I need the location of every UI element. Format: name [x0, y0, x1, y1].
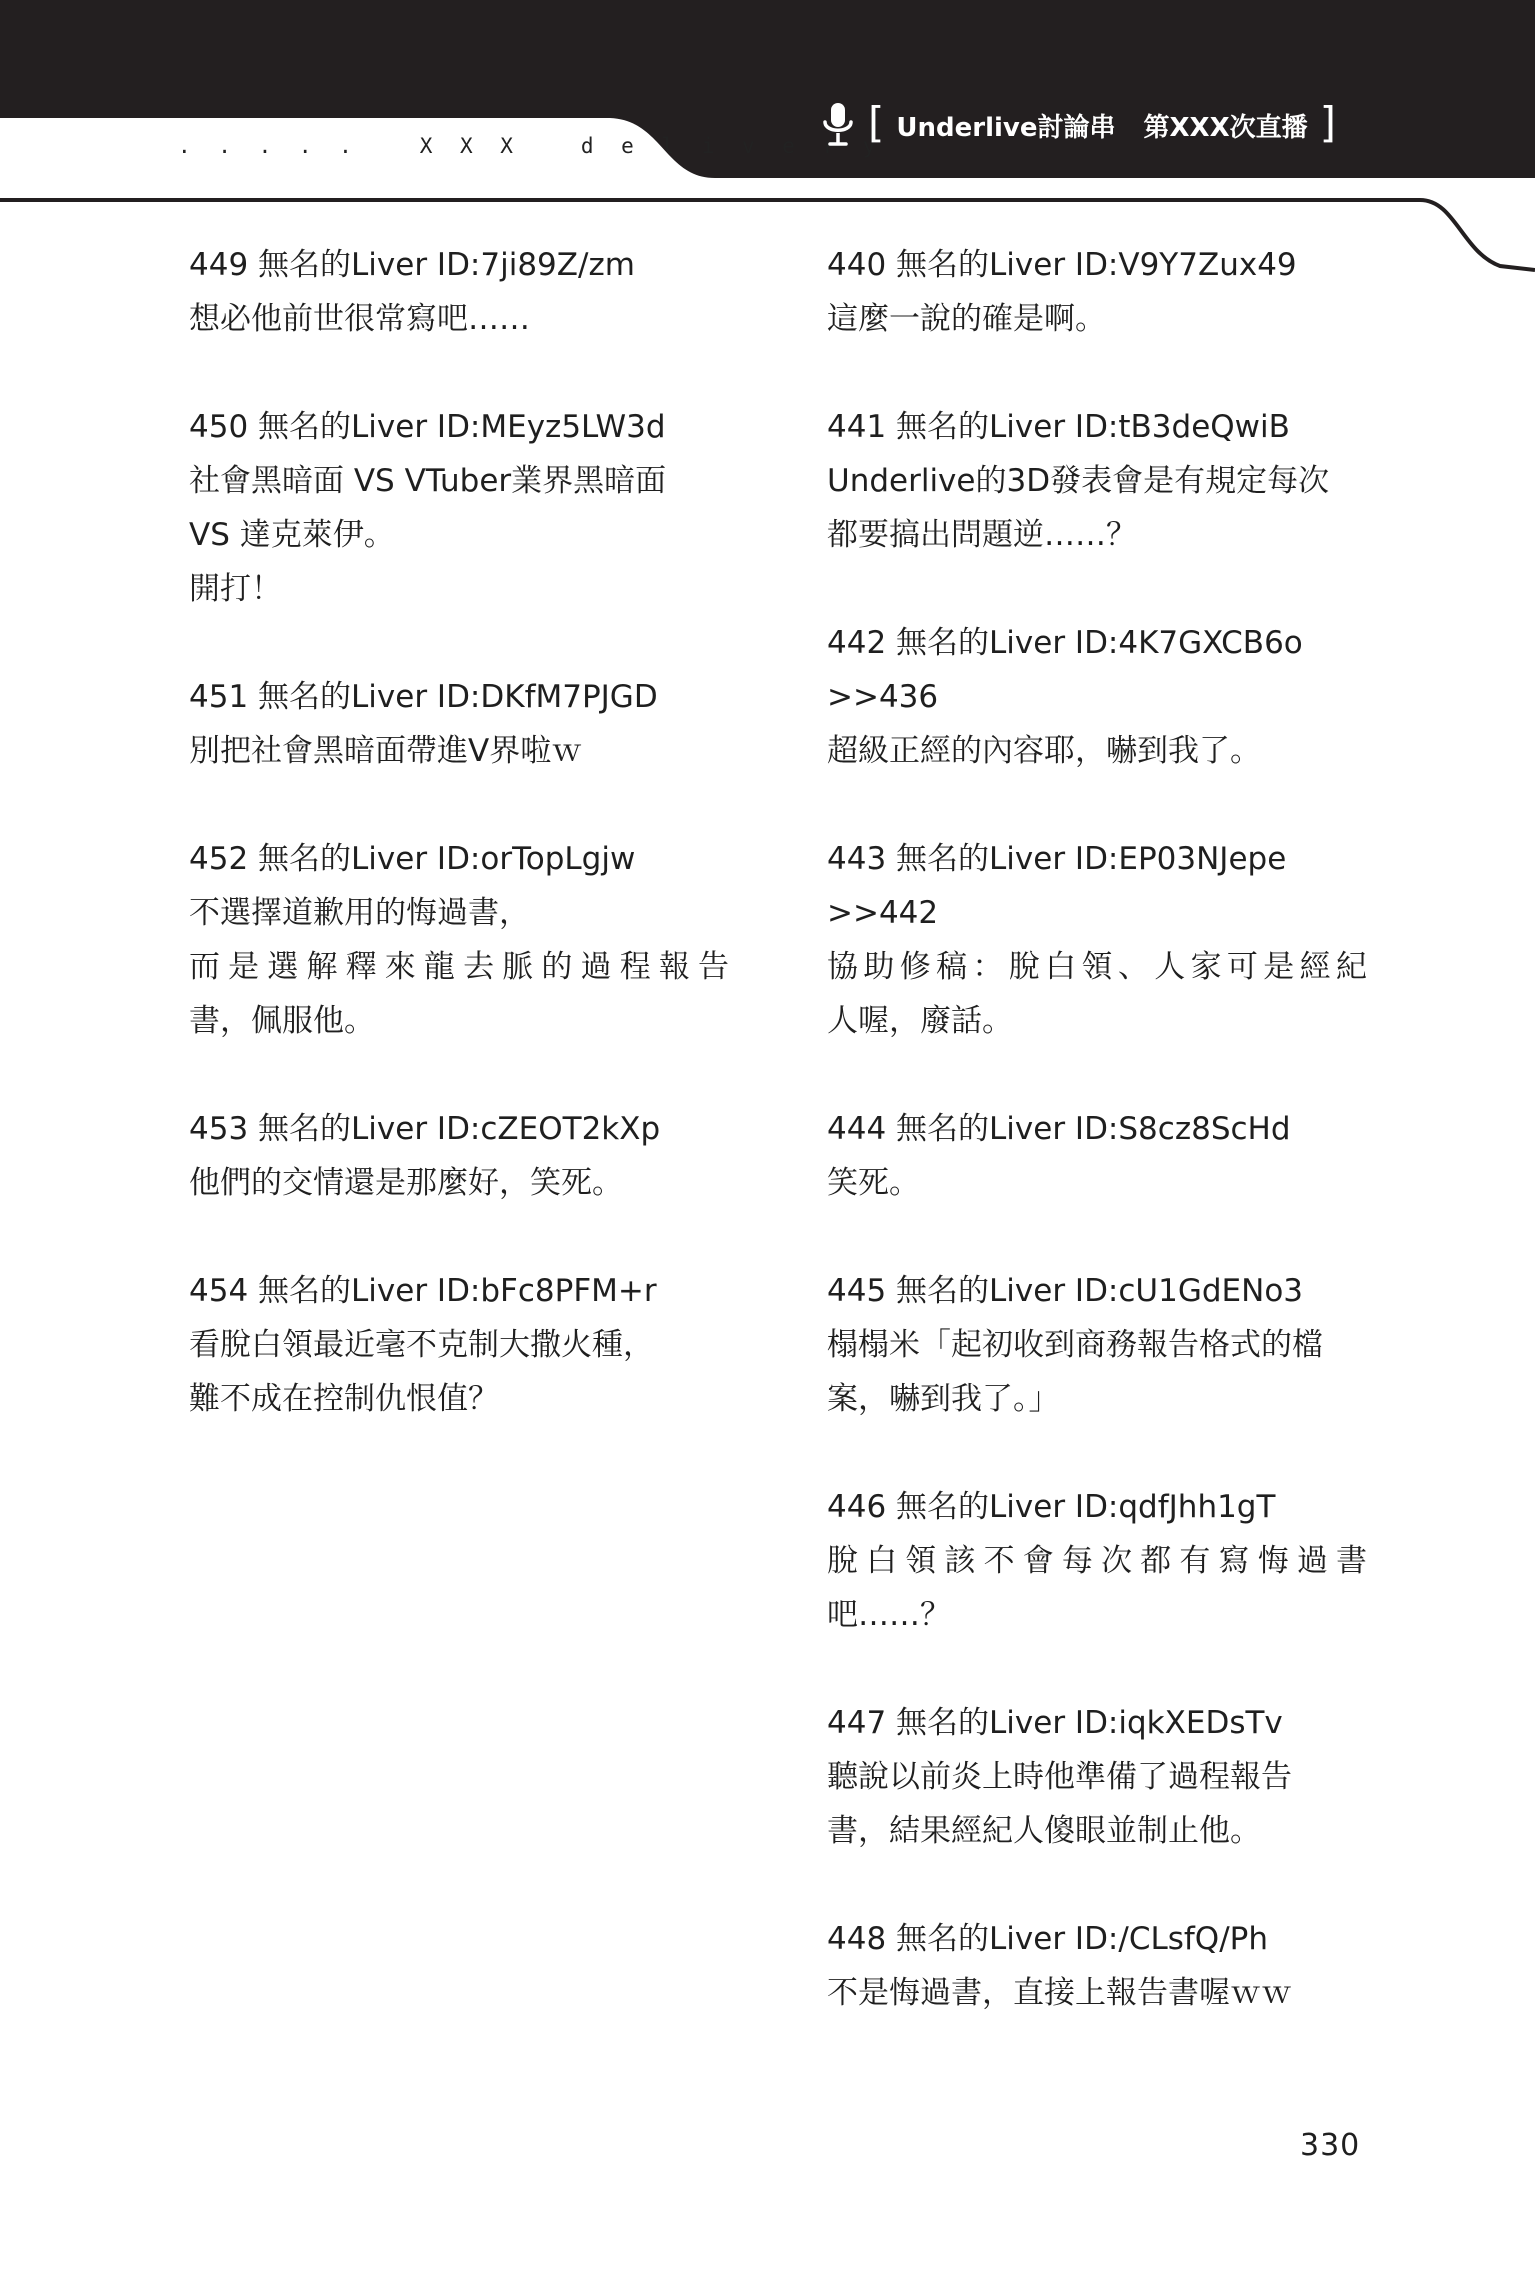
- page-number: 330: [1300, 2128, 1361, 2163]
- post-text: 不選擇道歉用的悔過書，: [189, 895, 530, 931]
- post-text: 超級正經的內容耶，嚇到我了。: [827, 733, 1261, 769]
- series-tag: [818, 100, 1336, 150]
- post-text: 榻榻米「起初收到商務報告格式的檔: [827, 1327, 1323, 1363]
- thread-post: [827, 1102, 1367, 1210]
- thread-post: [827, 832, 1367, 1048]
- post-text: 想必他前世很常寫吧……: [189, 301, 530, 337]
- post-header: 443 無名的Liver ID:EP03NJepe: [827, 841, 1287, 877]
- post-header: 444 無名的Liver ID:S8cz8ScHd: [827, 1111, 1291, 1147]
- post-text: 看脫白領最近毫不克制大撒火種，: [189, 1327, 654, 1363]
- post-text: 這麼一說的確是啊。: [827, 301, 1106, 337]
- post-header: 451 無名的Liver ID:DKfM7PJGD: [189, 679, 658, 715]
- post-text: 書，結果經紀人傻眼並制止他。: [827, 1813, 1261, 1849]
- post-header: 450 無名的Liver ID:MEyz5LW3d: [189, 409, 666, 445]
- thread-post: [189, 400, 729, 616]
- thread-post: [189, 1264, 729, 1426]
- post-header: 448 無名的Liver ID:/CLsfQ/Ph: [827, 1921, 1268, 1957]
- thread-post: [827, 400, 1367, 562]
- post-text: 社會黑暗面 VS VTuber業界黑暗面: [189, 463, 667, 499]
- post-text: 案，嚇到我了。」: [827, 1381, 1060, 1417]
- right-column: [827, 238, 1367, 2074]
- post-text: 脫白領該不會每次都有寫悔過書: [827, 1543, 1367, 1579]
- thread-post: [189, 832, 729, 1048]
- post-text: >>436: [827, 679, 939, 715]
- thread-post: [189, 238, 729, 346]
- episode-label: 第XXX次直播: [1143, 112, 1308, 143]
- post-text: VS 達克萊伊。: [189, 517, 395, 553]
- microphone-icon: [818, 100, 858, 150]
- post-header: 442 無名的Liver ID:4K7GXCB6o: [827, 625, 1303, 661]
- post-text: 開打！: [189, 571, 282, 607]
- thread-post: [827, 1912, 1367, 2020]
- post-text: 人喔，廢話。: [827, 1003, 1013, 1039]
- post-text: 笑死。: [827, 1165, 920, 1201]
- post-text: 聽說以前炎上時他準備了過程報告: [827, 1759, 1292, 1795]
- post-text: 別把社會黑暗面帶進V界啦ｗ: [189, 733, 583, 769]
- post-header: 446 無名的Liver ID:qdfJhh1gT: [827, 1489, 1276, 1525]
- post-header: 441 無名的Liver ID:tB3deQwiB: [827, 409, 1290, 445]
- post-text: 而是選解釋來龍去脈的過程報告: [189, 949, 729, 985]
- post-text: 不是悔過書，直接上報告書喔ｗｗ: [827, 1975, 1292, 2011]
- post-header: 454 無名的Liver ID:bFc8PFM+r: [189, 1273, 657, 1309]
- post-header: 445 無名的Liver ID:cU1GdENo3: [827, 1273, 1304, 1309]
- post-header: 452 無名的Liver ID:orTopLgjw: [189, 841, 636, 877]
- thread-post: [827, 238, 1367, 346]
- thread-post: [827, 1480, 1367, 1642]
- thread-name: Underlive討論串: [896, 112, 1116, 143]
- post-text: Underlive的3D發表會是有規定每次: [827, 463, 1330, 499]
- post-header: 449 無名的Liver ID:7ji89Z/zm: [189, 247, 635, 283]
- post-text: 他們的交情還是那麼好，笑死。: [189, 1165, 623, 1201]
- left-column: [189, 238, 729, 1480]
- post-header: 447 無名的Liver ID:iqkXEDsTv: [827, 1705, 1283, 1741]
- post-text: 吧……？: [827, 1597, 951, 1633]
- post-header: 453 無名的Liver ID:cZEOT2kXp: [189, 1111, 661, 1147]
- thread-post: [827, 1264, 1367, 1426]
- post-text: 協助修稿：脫白領、人家可是經紀: [827, 949, 1367, 985]
- thread-post: [189, 670, 729, 778]
- post-text: 都要搞出問題逆……？: [827, 517, 1137, 553]
- thread-post: [827, 1696, 1367, 1858]
- thread-post: [827, 616, 1367, 778]
- post-header: 440 無名的Liver ID:V9Y7Zux49: [827, 247, 1297, 283]
- thread-post: [189, 1102, 729, 1210]
- bracket-open: [: [868, 98, 885, 147]
- post-text: 書，佩服他。: [189, 1003, 375, 1039]
- post-text: 難不成在控制仇恨值？: [189, 1381, 499, 1417]
- post-text: >>442: [827, 895, 939, 931]
- bracket-close: ]: [1319, 98, 1337, 147]
- running-title: . . . . . X X X d e l i v e r y: [178, 134, 884, 158]
